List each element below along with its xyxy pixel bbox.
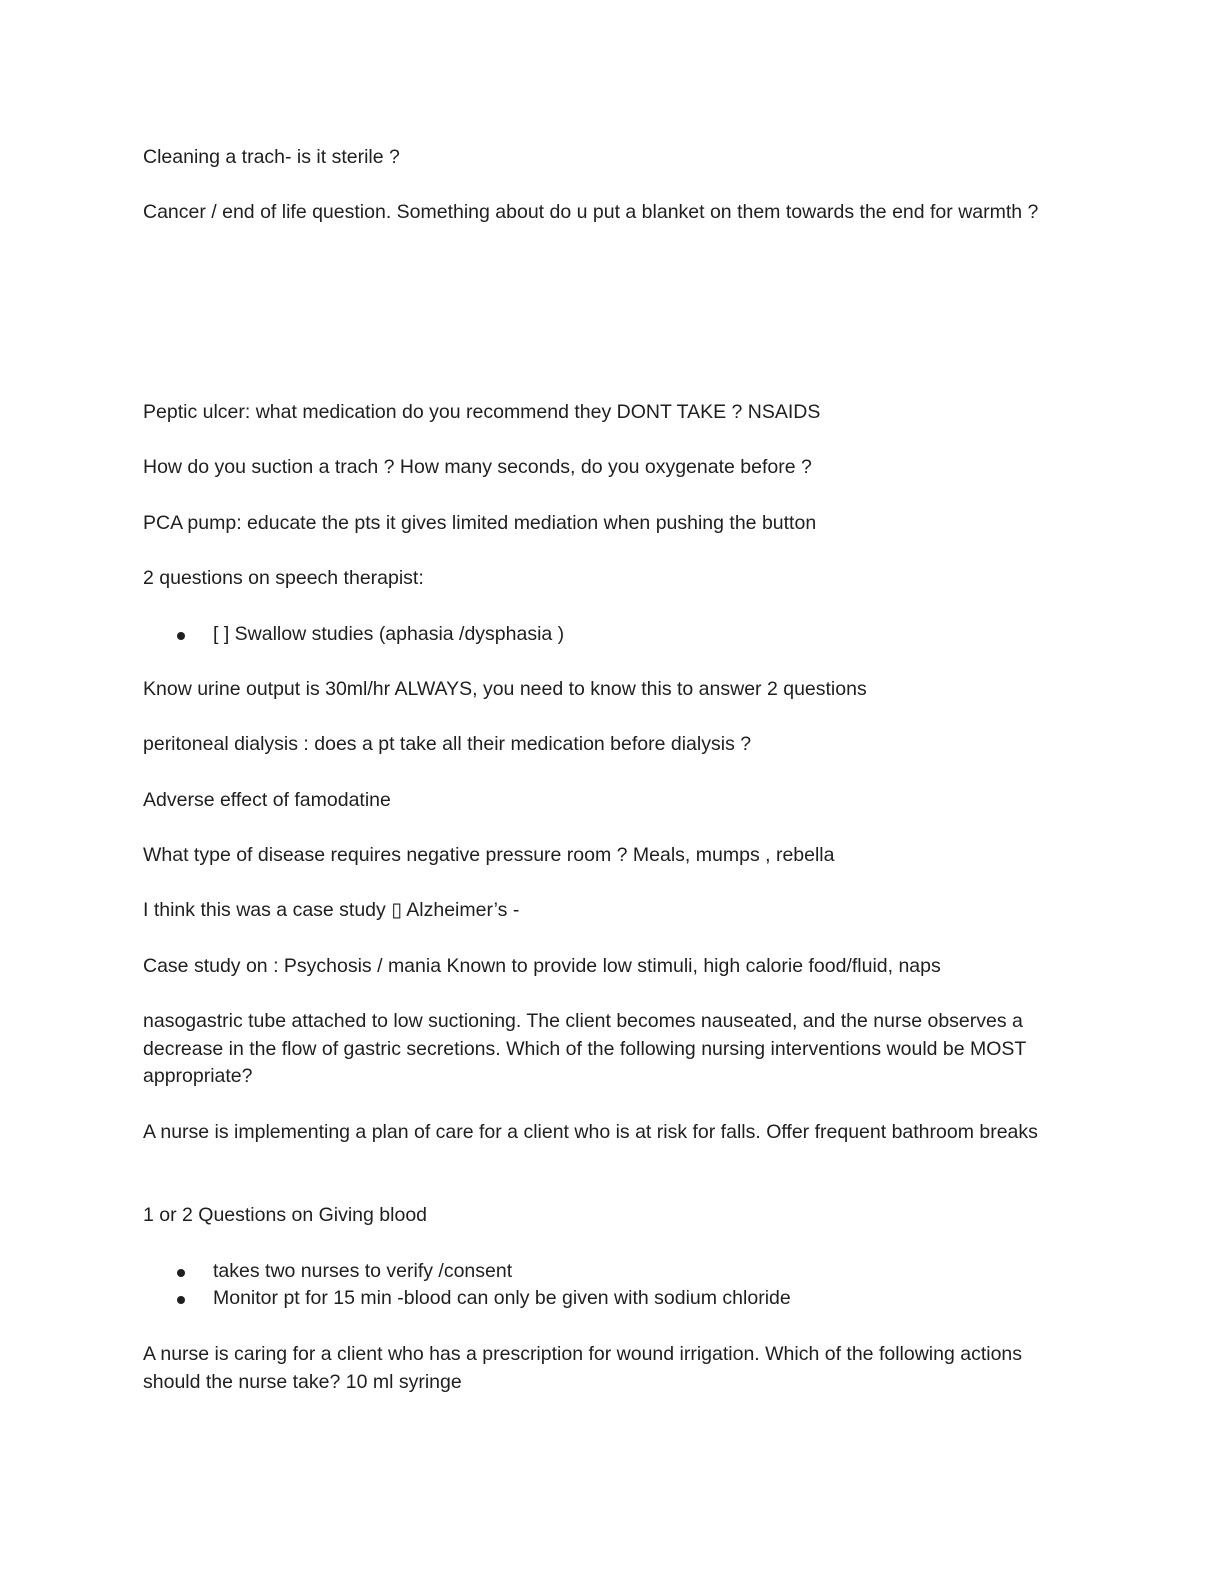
note-end-of-life: Cancer / end of life question. Something about do u put a blanket on them towards the end for warmth ? [143, 201, 1039, 223]
note-peritoneal-dialysis: peritoneal dialysis : does a pt take all their medication before dialysis ? [143, 733, 752, 755]
note-giving-blood: 1 or 2 Questions on Giving blood [143, 1204, 428, 1226]
list-item-two-nurses: takes two nurses to verify /consent [213, 1260, 513, 1282]
note-famotidine: Adverse effect of famodatine [143, 789, 391, 811]
bullet-icon [177, 632, 185, 640]
note-pca-pump: PCA pump: educate the pts it gives limited mediation when pushing the button [143, 512, 817, 534]
bullet-icon [177, 1296, 185, 1304]
note-peptic-ulcer: Peptic ulcer: what medication do you recommend they DONT TAKE ? NSAIDS [143, 401, 821, 423]
note-falls: A nurse is implementing a plan of care for a client who is at risk for falls. Offer frequent bathroom breaks [143, 1121, 1038, 1143]
list-item-monitor-pt: Monitor pt for 15 min -blood can only be given with sodium chloride [213, 1287, 791, 1309]
note-speech-therapist: 2 questions on speech therapist: [143, 567, 424, 589]
note-urine-output: Know urine output is 30ml/hr ALWAYS, you need to know this to answer 2 questions [143, 678, 867, 700]
note-negative-pressure: What type of disease requires negative pressure room ? Meals, mumps , rebella [143, 844, 835, 866]
note-psychosis: Case study on : Psychosis / mania Known to provide low stimuli, high calorie food/fluid, naps [143, 955, 941, 977]
note-alzheimers: I think this was a case study ▯ Alzheimer’s - [143, 899, 520, 921]
list-item-swallow-studies: [ ] Swallow studies (aphasia /dysphasia ) [213, 623, 565, 645]
note-trach-suction: How do you suction a trach ? How many seconds, do you oxygenate before ? [143, 456, 812, 478]
bullet-icon [177, 1269, 185, 1277]
note-trach-cleaning: Cleaning a trach- is it sterile ? [143, 146, 400, 168]
note-wound-irrigation: A nurse is caring for a client who has a prescription for wound irrigation. Which of the following actions should the nurse take? 10 ml syringe [143, 1343, 1023, 1393]
note-nasogastric-tube: nasogastric tube attached to low suctioning. The client becomes nauseated, and the nurse observes a decrease in the flow of gastric secretions. Which of the following nursing interventions would be MOST appropriate? [143, 1010, 1026, 1087]
